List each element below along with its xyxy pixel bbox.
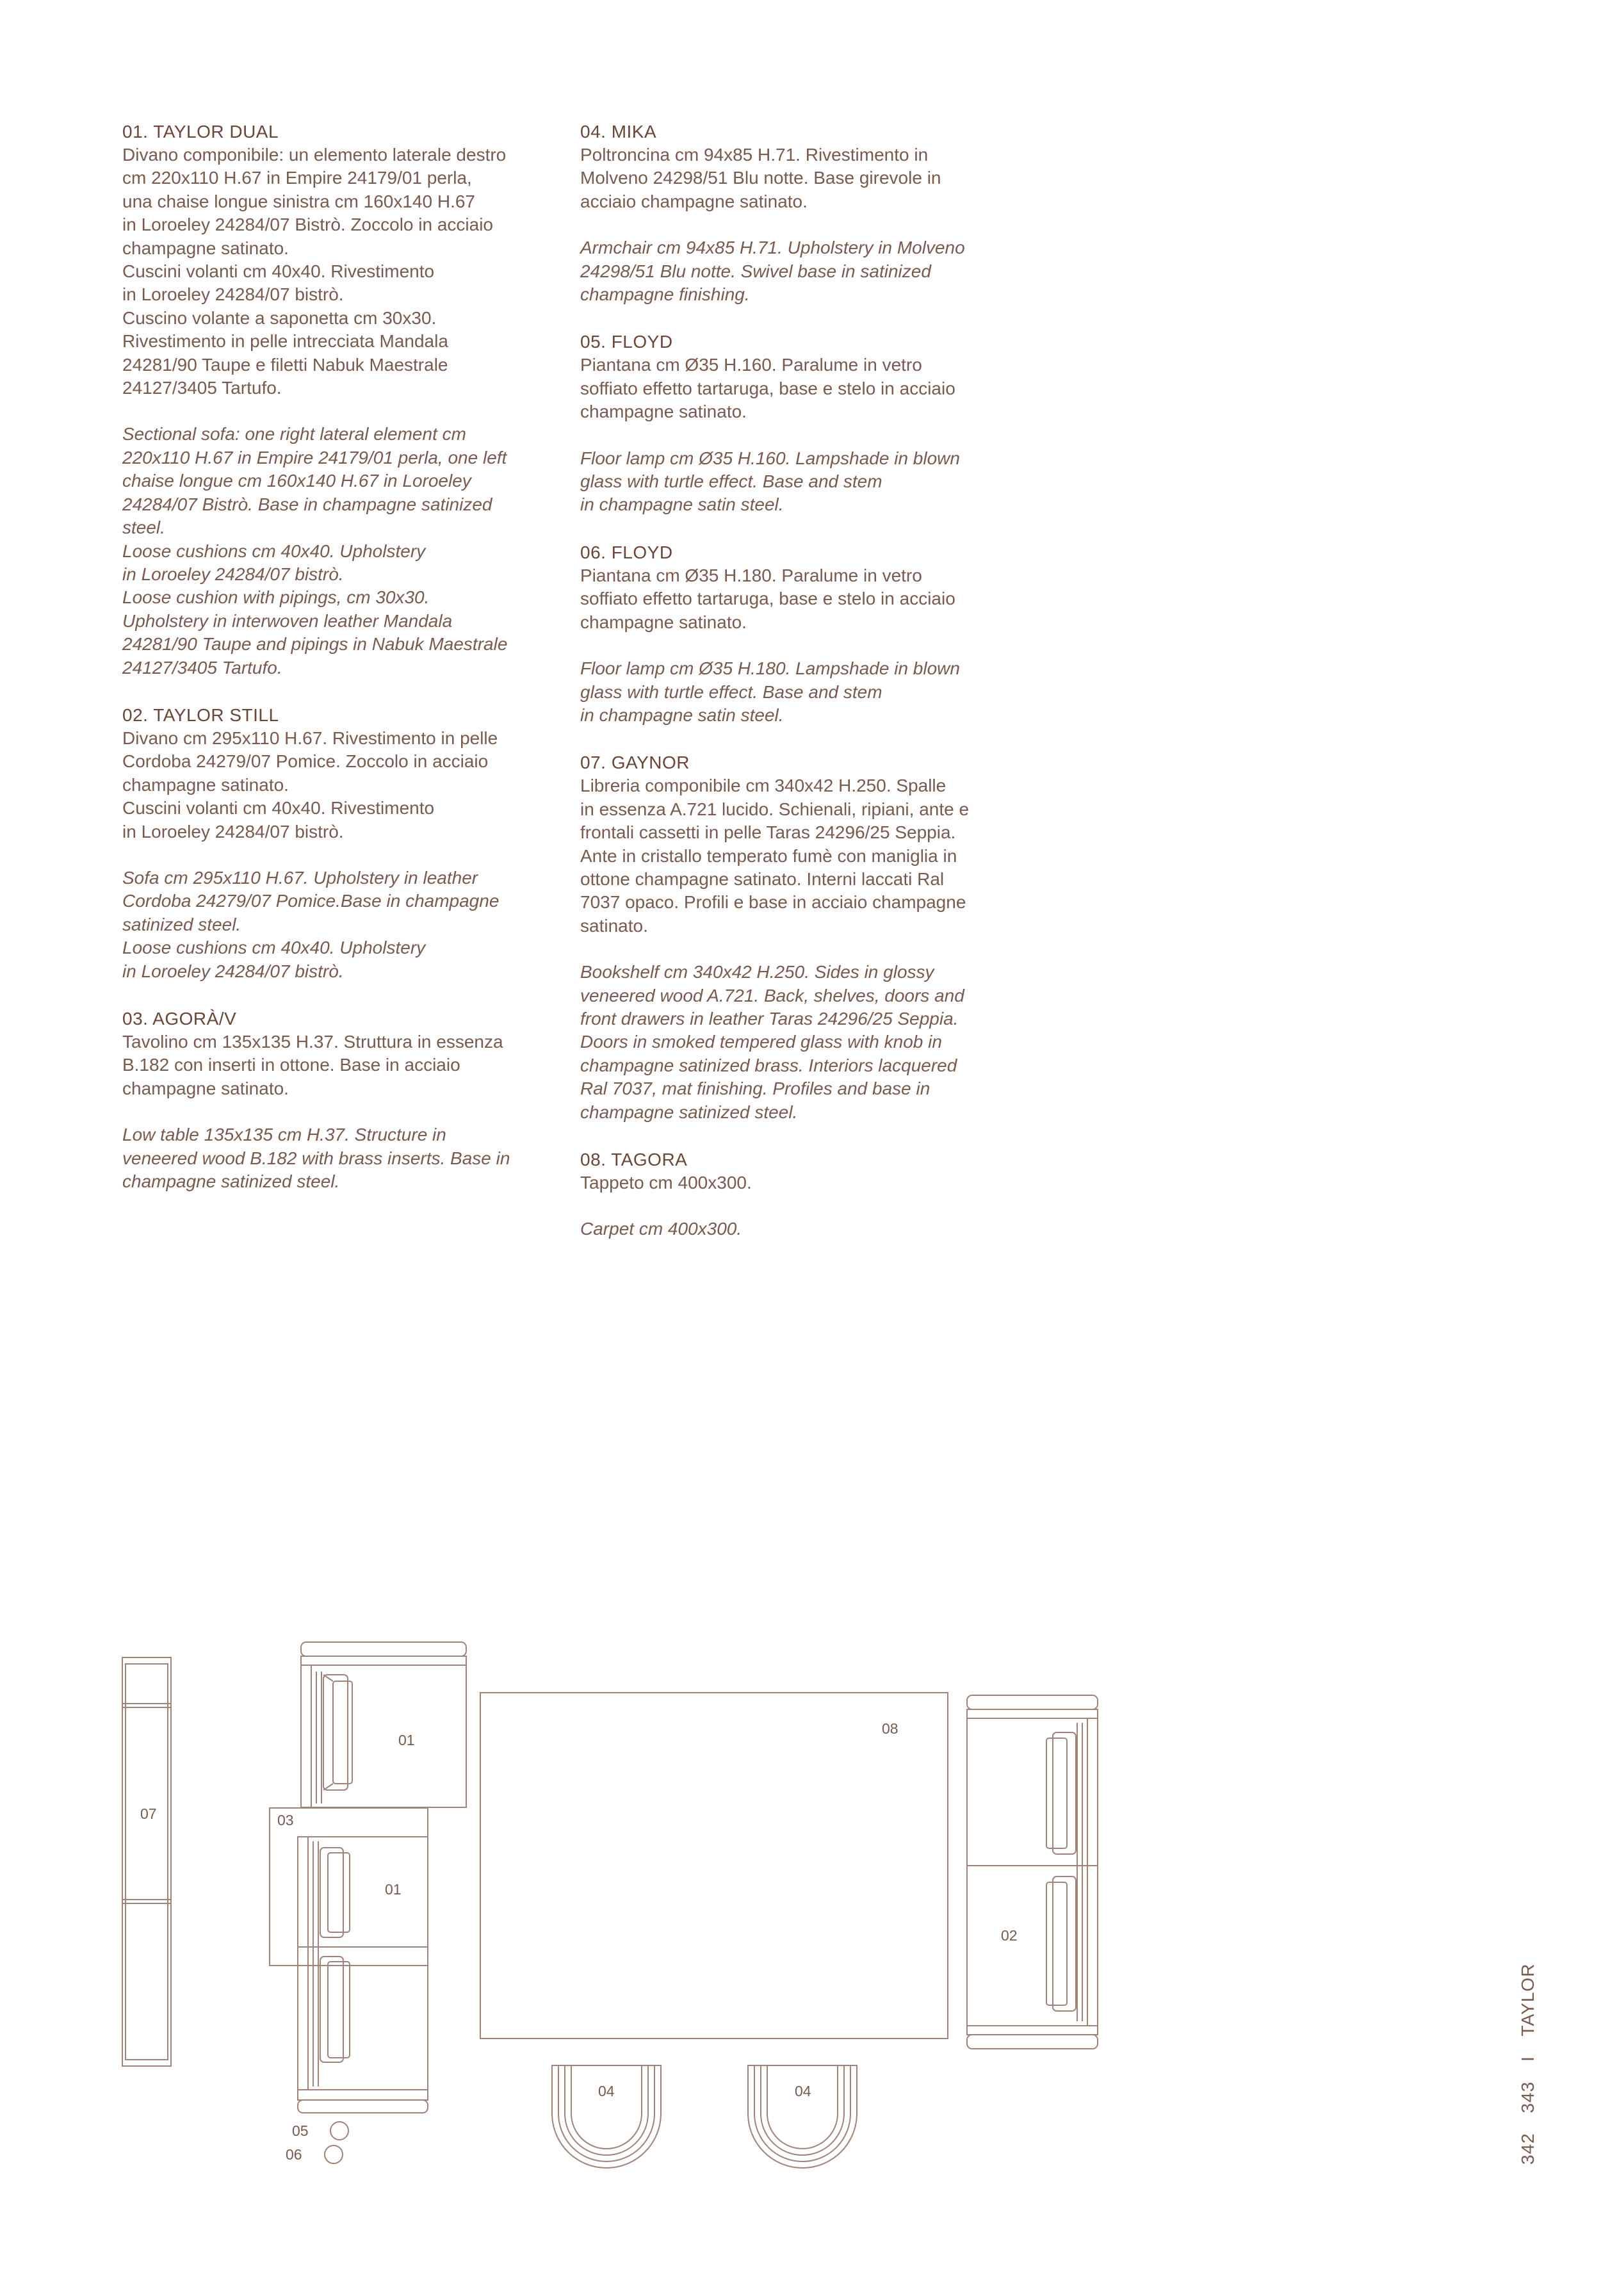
plan-label-01-lower: 01 [385,1881,402,1898]
product-description-english: Bookshelf cm 340x42 H.250. Sides in glossy veneered wood A.721. Back, shelves, doors and front drawers in leather Taras 24296/25 Seppia. Doors in smoked tempered glass with knob in champagne satinized brass. Interiors lacquered Ral 7037, mat finishing. Profiles and base in champagne satinized steel. [580,962,964,1122]
plan-label-06: 06 [286,2146,302,2163]
product-description-english: Low table 135x135 cm H.37. Structure in veneered wood B.182 with brass inserts. Base in champagne satinized steel. [122,1125,510,1192]
product-title: 05. FLOYD [580,332,673,352]
plan-label-03: 03 [277,1812,294,1828]
product-title: 01. TAYLOR DUAL [122,122,279,142]
plan-label-08: 08 [882,1720,898,1737]
plan-label-04-right: 04 [795,2083,811,2099]
page-number-right: 343 [1518,2081,1538,2113]
low-table-03-outline [270,1808,428,1966]
product-description-italian: Piantana cm Ø35 H.180. Paralume in vetro soffiato effetto tartaruga, base e stelo in acciaio champagne satinato. [580,565,955,632]
product-title: 06. FLOYD [580,542,673,562]
product-description-english: Sofa cm 295x110 H.67. Upholstery in leather Cordoba 24279/07 Pomice.Base in champagne satinized steel. Loose cushions cm 40x40. Upholstery in Loroeley 24284/07 bistrò. [122,867,500,981]
collection-name: TAYLOR [1518,1963,1538,2037]
product-description-italian: Tavolino cm 135x135 H.37. Struttura in essenza B.182 con inserti in ottone. Base in acciaio champagne satinato. [122,1032,503,1098]
product-description-italian: Libreria componibile cm 340x42 H.250. Spalle in essenza A.721 lucido. Schienali, ripiani, ante e frontali cassetti in pelle Taras 24296/25 Seppia. Ante in cristallo temperato fumè con maniglia in ottone champagne satinato. Interni laccati Ral 7037 opaco. Profili e base in acciaio champagne satinato. [580,776,970,936]
product-description-italian: Divano cm 295x110 H.67. Rivestimento in pelle Cordoba 24279/07 Pomice. Zoccolo in acciaio champagne satinato. Cuscini volanti cm 40x40. Rivestimento in Loroeley 24284/07 bistrò. [122,728,498,842]
plan-label-05: 05 [292,2122,309,2139]
floor-lamp-05-outline [330,2122,348,2140]
product-title: 02. TAYLOR STILL [122,704,279,725]
sofa-01-chaise-outline [298,1837,428,2113]
sofa-02-outline [967,1695,1098,2049]
plan-label-01-upper: 01 [398,1732,415,1748]
product-description-english: Armchair cm 94x85 H.71. Upholstery in Molveno 24298/51 Blu notte. Swivel base in satinized champagne finishing. [580,238,965,305]
product-description-italian: Divano componibile: un elemento laterale destro cm 220x110 H.67 in Empire 24179/01 perla, una chaise longue sinistra cm 160x140 H.67 in Loroeley 24284/07 Bistrò. Zoccolo in acciaio champagne satinato. Cuscini volanti cm 40x40. Rivestimento in Loroeley 24284/07 bistrò. Cuscino volante a saponetta cm 30x30. Rivestimento in pelle intrecciata Mandala 24281/90 Taupe e filetti Nabuk Maestrale 24127/3405 Tartufo. [122,145,507,398]
product-description-italian: Piantana cm Ø35 H.160. Paralume in vetro soffiato effetto tartaruga, base e stelo in acciaio champagne satinato. [580,355,955,422]
plan-label-04-left: 04 [598,2083,615,2099]
sofa-01-lateral-outline [301,1642,466,1807]
armchair-04-right-outline [748,2065,857,2168]
product-description-english: Sectional sofa: one right lateral element cm 220x110 H.67 in Empire 24179/01 perla, one left chaise longue cm 160x140 H.67 in Loroeley 24284/07 Bistrò. Base in champagne satinized steel. Loose cushions cm 40x40. Upholstery in Loroeley 24284/07 bistrò. Loose cushion with pipings, cm 30x30. Upholstery in interwoven leather Mandala 24281/90 Taupe and pipings in Nabuk Maestrale 24127/3405 Tartufo. [122,424,508,678]
page-number-left: 342 [1518,2133,1538,2165]
product-title: 07. GAYNOR [580,753,690,773]
product-description-italian: Tappeto cm 400x300. [580,1173,752,1193]
floor-lamp-06-outline [325,2145,343,2163]
plan-label-07: 07 [140,1805,157,1822]
product-description-english: Floor lamp cm Ø35 H.160. Lampshade in blown glass with turtle effect. Base and stem in champagne satin steel. [580,448,960,515]
product-title: 08. TAGORA [580,1150,688,1169]
bookshelf-07-outline [122,1657,171,2066]
product-title: 04. MIKA [580,122,657,142]
footer-separator: I [1518,2056,1538,2062]
armchair-04-left-outline [552,2065,661,2168]
product-title: 03. AGORÀ/V [122,1009,237,1029]
plan-label-02: 02 [1001,1927,1018,1944]
product-description-english: Carpet cm 400x300. [580,1219,742,1239]
product-description-english: Floor lamp cm Ø35 H.180. Lampshade in blown glass with turtle effect. Base and stem in champagne satin steel. [580,658,960,725]
product-description-italian: Poltroncina cm 94x85 H.71. Rivestimento in Molveno 24298/51 Blu notte. Base girevole in acciaio champagne satinato. [580,145,941,211]
carpet-08-outline [480,1693,948,2039]
